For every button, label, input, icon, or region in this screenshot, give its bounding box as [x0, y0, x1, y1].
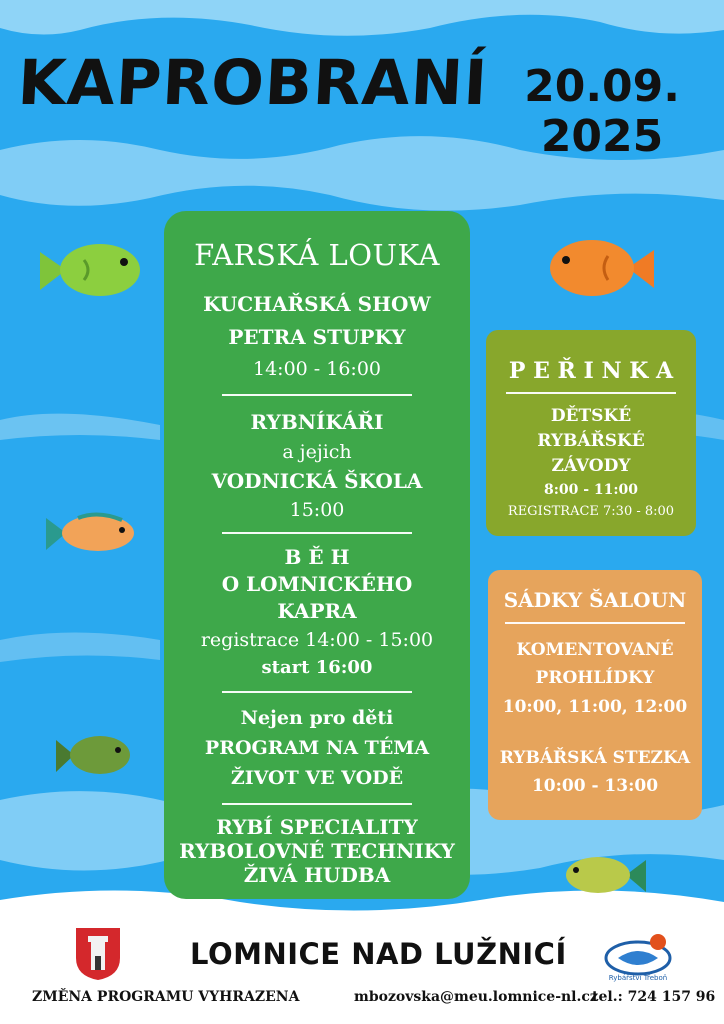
rybnikari: RYBNÍKÁŘI: [250, 410, 384, 434]
perinka-line-2: RYBÁŘSKÉ: [537, 431, 645, 451]
olive-fish-icon: [54, 732, 132, 778]
perinka-line-1: DĚTSKÉ: [550, 406, 632, 426]
divider: [506, 392, 676, 394]
sadky-heading: SÁDKY ŠALOUN: [503, 588, 687, 612]
green-fish-icon: [36, 238, 142, 302]
program-change-note: ZMĚNA PROGRAMU VYHRAZENA: [32, 989, 300, 1005]
divider: [505, 622, 685, 624]
perinka-time: 8:00 - 11:00: [543, 482, 639, 498]
perinka-line-3: ZÁVODY: [551, 456, 631, 476]
sadky-line-1: KOMENTOVANÉ: [516, 640, 674, 660]
zivot-ve-vode: ŽIVOT VE VODĚ: [230, 767, 404, 789]
rybarstvi-trebon-logo: [602, 932, 674, 982]
contact-email[interactable]: mbozovska@meu.lomnice-nl.cz: [354, 989, 598, 1005]
beh-heading: B Ě H: [284, 545, 350, 569]
sadky-line-2: PROHLÍDKY: [535, 668, 655, 688]
vodnicka-skola-time: 15:00: [289, 499, 345, 521]
divider: [222, 394, 412, 396]
ryby-speciality: RYBÍ SPECIALITY: [216, 815, 418, 839]
orange-fish-icon: [546, 234, 658, 302]
event-title: KAPROBRANÍ: [16, 46, 490, 119]
stezka-time: 10:00 - 13:00: [531, 776, 659, 796]
contact-phone: tel.: 724 157 96: [592, 989, 716, 1005]
rybnikari-sub: a jejich: [282, 441, 352, 463]
town-name: LOMNICE NAD LUŽNICÍ: [190, 937, 567, 971]
logo-text: Rybářství Třeboň: [608, 974, 668, 982]
kids-note: Nejen pro děti: [240, 707, 394, 729]
perinka-card: [486, 330, 696, 536]
beh-registrace: registrace 14:00 - 15:00: [200, 629, 434, 651]
rybolovne-techniky: RYBOLOVNÉ TECHNIKY: [179, 839, 455, 863]
date-line-2: 2025: [540, 111, 664, 162]
program-tema: PROGRAM NA TÉMA: [204, 737, 430, 759]
perinka-registrace: REGISTRACE 7:30 - 8:00: [507, 504, 675, 519]
sadky-times: 10:00, 11:00, 12:00: [502, 697, 688, 717]
beh-start: start 16:00: [261, 657, 373, 678]
sadky-saloun-card: [488, 570, 702, 820]
striped-fish-icon: [42, 510, 136, 556]
stezka: RYBÁŘSKÁ STEZKA: [499, 748, 691, 768]
ziva-hudba: ŽIVÁ HUDBA: [243, 863, 391, 887]
farska-heading: FARSKÁ LOUKA: [194, 238, 440, 272]
divider: [222, 803, 412, 805]
event-date: [524, 62, 680, 162]
beh-line-2: O LOMNICKÉHO: [221, 572, 413, 596]
farska-louka-card: [164, 211, 470, 899]
divider: [222, 691, 412, 693]
divider: [222, 532, 412, 534]
cooking-show: KUCHAŘSKÁ SHOW: [203, 292, 431, 316]
date-line-1: 20.09.: [524, 61, 680, 112]
perinka-heading: P E Ř I N K A: [508, 358, 674, 384]
coat-of-arms-icon: [74, 926, 122, 982]
cooking-show-time: 14:00 - 16:00: [252, 358, 381, 380]
beh-line-3: KAPRA: [277, 599, 357, 623]
vodnicka-skola: VODNICKÁ ŠKOLA: [211, 469, 423, 493]
cooking-show-chef: PETRA STUPKY: [228, 325, 406, 349]
yellow-fish-icon: [560, 852, 648, 898]
